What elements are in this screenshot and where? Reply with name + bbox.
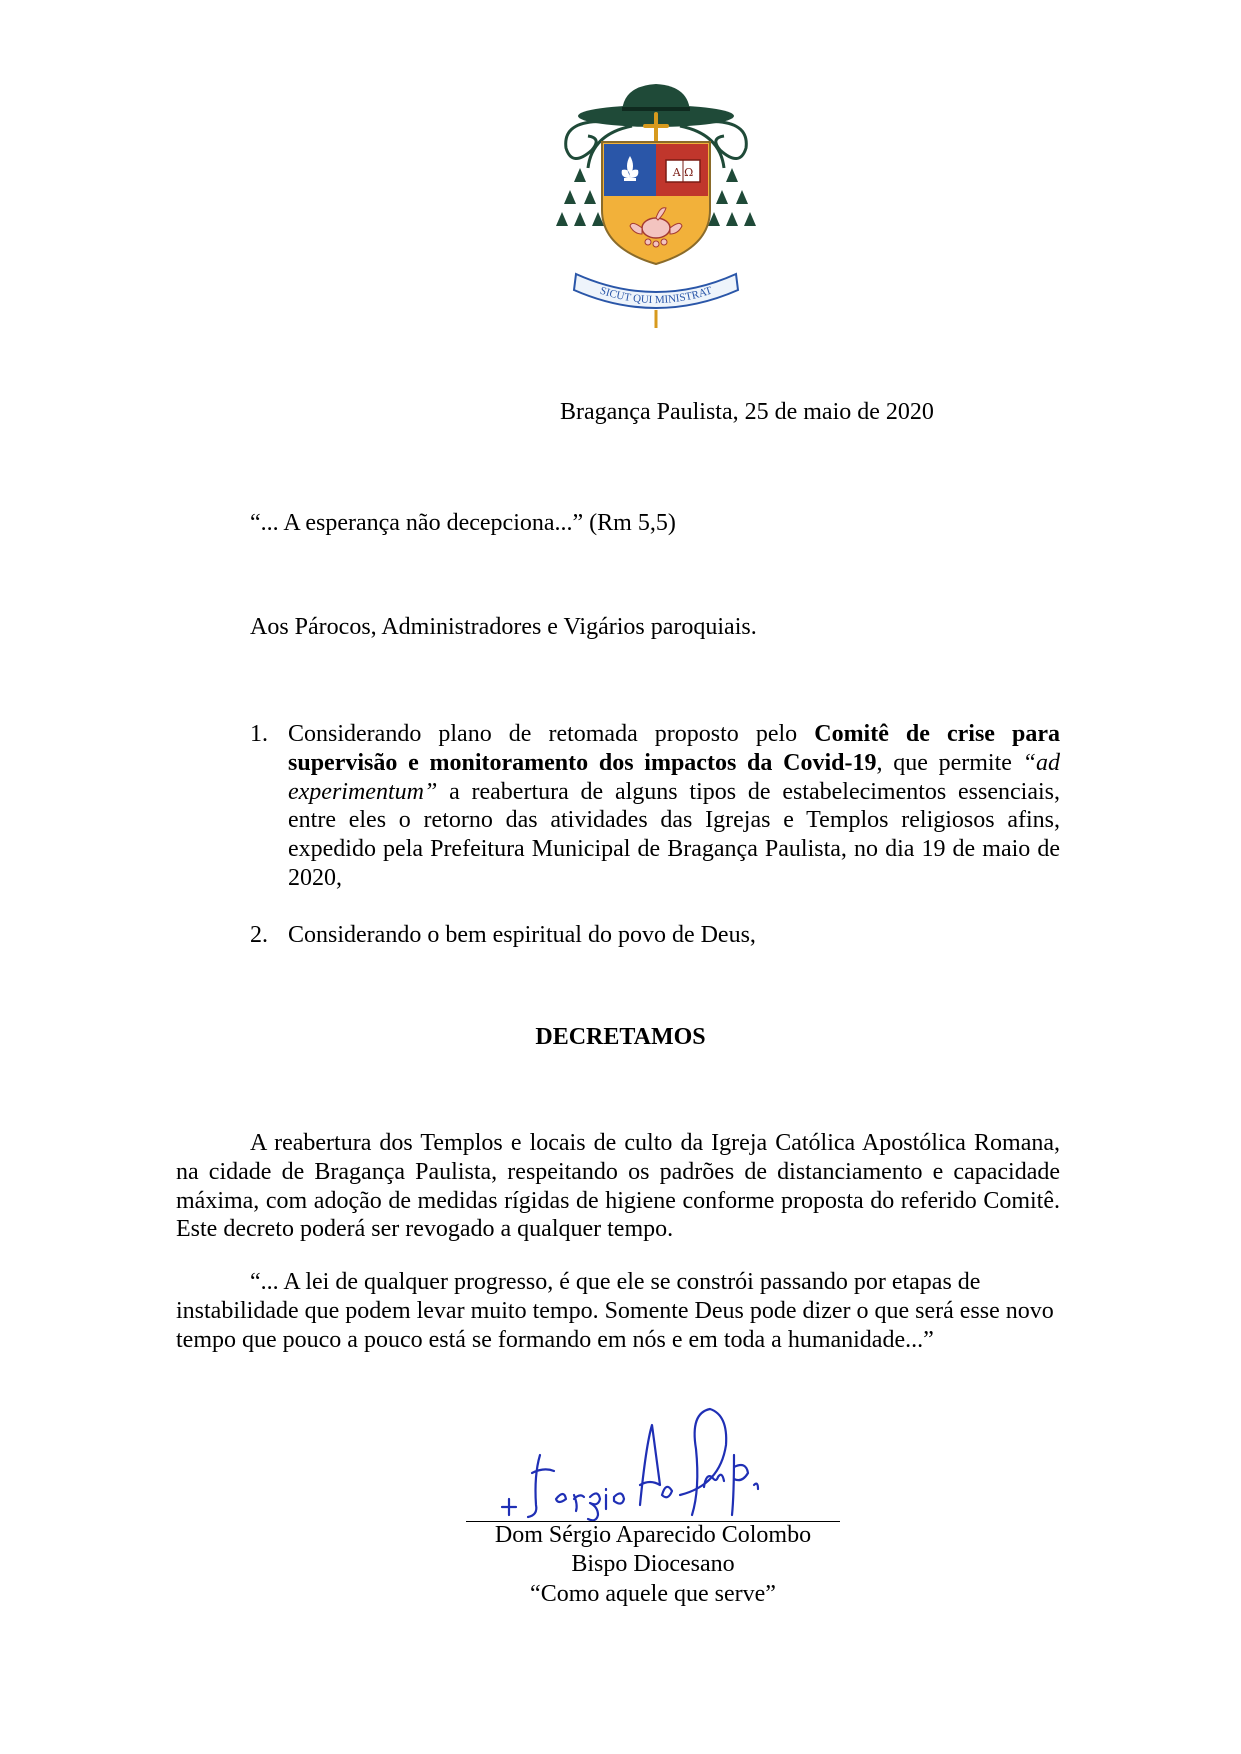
signer-name: Dom Sérgio Aparecido Colombo bbox=[494, 1522, 812, 1548]
coat-of-arms-emblem bbox=[552, 78, 760, 328]
item-text: Considerando o bem espiritual do povo de Deus, bbox=[288, 921, 756, 948]
date-line: Bragança Paulista, 25 de maio de 2020 bbox=[560, 399, 934, 425]
item-bold-committee: Comitê de crise para supervisão e monitoramento dos impactos da Covid-19 bbox=[288, 721, 1061, 776]
item-text-after: a reabertura de alguns tipos de estabelecimentos essenciais, entre eles o retorno das atividades das Igrejas e Templos religiosos afins, expedido pela Prefeitura Municipal de Bragança Paulista, no dia 19 de maio de 2020, bbox=[288, 778, 1060, 891]
addressee-line: Aos Párocos, Administradores e Vigários paroquiais. bbox=[250, 614, 757, 640]
alpha-omega-letters: A Ω bbox=[672, 166, 694, 179]
item-number: 1. bbox=[250, 721, 268, 747]
decree-paragraph bbox=[176, 1129, 1060, 1244]
closing-quote-text: “... A lei de qualquer progresso, é que ele se constrói passando por etapas de instabilidade que podem levar muito tempo. Somente Deus pode dizer o que será esse novo tempo que pouco a pouco está se formando em nós e em toda a humanidade...” bbox=[176, 1269, 1054, 1353]
consideration-item bbox=[250, 921, 1060, 950]
item-text-middle: , que permite bbox=[876, 749, 1023, 776]
item-number: 2. bbox=[250, 921, 268, 948]
item-italic-latin: “ad experimentum” bbox=[288, 749, 1060, 805]
epigraph-quote: “... A esperança não decepciona...” (Rm 5,5) bbox=[250, 510, 676, 536]
decree-heading: DECRETAMOS bbox=[535, 1024, 706, 1050]
signer-title: Bispo Diocesano bbox=[571, 1551, 735, 1577]
decree-text: A reabertura dos Templos e locais de culto da Igreja Católica Apostólica Romana, na cidade de Bragança Paulista, respeitando os padrões de distanciamento e capacidade máxima, com adoção de medidas rígidas de higiene conforme proposta do referido Comitê. Este decreto poderá ser revogado a qualquer tempo. bbox=[176, 1130, 1060, 1243]
signature-text: + Sérgio Ap. Colombo bbox=[490, 1395, 500, 1396]
handwritten-signature bbox=[490, 1395, 780, 1525]
motto-ribbon-text: SICUT QUI MINISTRAT bbox=[598, 284, 714, 307]
closing-quote-paragraph bbox=[176, 1268, 1060, 1354]
signer-motto: “Como aquele que serve” bbox=[530, 1581, 776, 1607]
consideration-item bbox=[250, 720, 1060, 893]
item-text-before: Considerando plano de retomada proposto pelo bbox=[288, 721, 815, 747]
considerations-list bbox=[250, 720, 1060, 978]
